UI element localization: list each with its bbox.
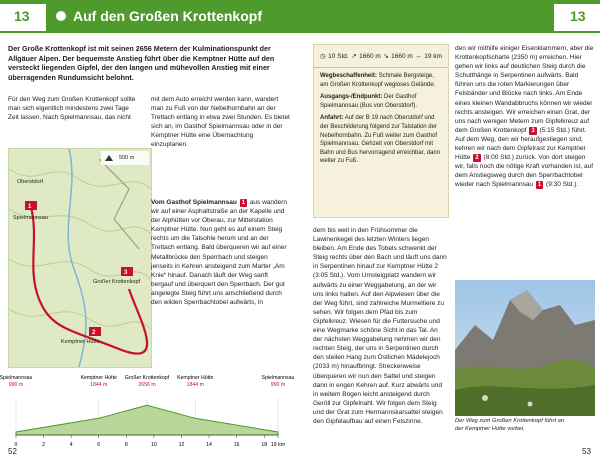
distance-value: 19 km xyxy=(424,52,442,60)
route-ascent-text: den wir mithilfe einiger Eisenklammern, aber die Krottenkopfscharte (2350 m) erreichen. Hier gehen wir links auf deutlichen Steig durch die Schutthänge in Serpentinen aufwärts. Bald führen uns die roten Markierungen über Felsbänder und Blöcke nach links. Am Ende eines kleinen Wandabbruchs können wir wieder rechts ansteigen. Wir erreichen einen Grat, der uns nach wenigen Metern zum Gipfelkreuz auf dem Großen Krottenkopf xyxy=(455,45,594,134)
profile-point-name: Spielmannsau xyxy=(261,375,295,381)
route-map xyxy=(8,148,152,368)
body-text-left-col1: Für den Weg zum Großen Krottenkopf sollte man sich eigentlich mindestens zwei Tage Zeit lassen. Nach Spielmannsau, das nicht xyxy=(8,96,136,122)
page-number-right: 53 xyxy=(582,447,591,456)
svg-text:1: 1 xyxy=(28,204,32,210)
route-end-text: (9:30 Std.). xyxy=(546,181,579,189)
profile-tick-label: 4 xyxy=(69,442,73,448)
profile-point-elevation: 990 m xyxy=(270,382,286,388)
distance-icon: ↔ xyxy=(415,52,422,60)
map-label-village: Oberstdorf xyxy=(17,179,43,185)
chapter-number-right: 13 xyxy=(570,8,586,24)
profile-point-elevation: 2656 m xyxy=(138,382,156,388)
profile-point-name: Großer Krottenkopf xyxy=(124,375,170,381)
hut-badge-1: 1 xyxy=(241,200,245,206)
elevation-profile-svg xyxy=(0,373,295,453)
map-label-hut: Kemptner Hütte xyxy=(61,339,100,345)
route-return-text: (5:15 Std.) führt. Auf dem Weg, den wir heraufgestiegen sind, kehren wir nach dem Gipfelrast zur Kemptner Hütte xyxy=(455,126,587,162)
profile-tick-label: 8 xyxy=(124,442,128,448)
descent-value: 1660 m xyxy=(391,52,413,60)
profile-tick-label: 2 xyxy=(42,442,46,448)
chapter-number-left: 13 xyxy=(14,8,30,24)
profile-tick-label: 16 xyxy=(233,442,240,448)
photo-caption: Der Weg zum Großen Krottenkopf führt an der Kemptner Hütte vorbei. xyxy=(455,418,565,432)
body-text-left-col2: mit dem Auto erreicht werden kann, wandert man zu Fuß von der Nebelhornbahn an der Trettach entlang in etwa zwei Stunden. Es bietet sich an, im Gasthof Spielmannsau oder in der Kemptner Hütte eine Übernachtung einzuplanen. xyxy=(151,96,290,149)
info-start-text: Der Gasthof Spielmannsau (Bus von Oberstdorf). xyxy=(320,94,418,109)
mountain-photo xyxy=(455,280,595,416)
tour-info-box xyxy=(313,44,449,218)
profile-tick-label: 0 xyxy=(14,442,18,448)
ascent-value: 1660 m xyxy=(359,52,381,60)
profile-point-name: Kemptner Hütte xyxy=(177,375,214,381)
info-trail-label: Wegbeschaffenheit: xyxy=(320,73,377,79)
body-text-left-col3 xyxy=(151,198,291,307)
profile-tick-label: 14 xyxy=(206,442,212,448)
info-access-label: Anfahrt: xyxy=(320,115,344,122)
profile-area xyxy=(16,405,278,435)
chapter-header-bar xyxy=(0,0,600,33)
page-number-left: 52 xyxy=(8,447,17,456)
tour-stats-bar xyxy=(314,45,448,68)
intro-paragraph: Der Große Krottenkopf ist mit seinen 2656 Metern der Kulminationspunkt der Allgäuer Alpen. Der bequemste Anstieg führt über die Kemptner Hütte auf den versteckt liegenden Gipfel, der den langen und mühevollen Anstieg mit einer überragenden Rundumsicht belohnt. xyxy=(8,44,275,82)
profile-point-name: Spielmannsau xyxy=(0,375,33,381)
info-access xyxy=(320,114,442,166)
clock-icon: ◷ xyxy=(320,53,326,60)
route-start-heading: Vom Gasthof Spielmannsau xyxy=(151,199,237,206)
profile-point-elevation: 1844 m xyxy=(186,382,204,388)
body-text-right-col2 xyxy=(455,44,595,190)
mountain-photo-svg xyxy=(455,280,595,416)
profile-tick-label: 10 xyxy=(151,442,157,448)
svg-text:3: 3 xyxy=(124,270,128,276)
hut-badge-1b: 1 xyxy=(537,182,542,189)
ascent-icon: ↗ xyxy=(351,53,357,60)
info-access-text: Auf der B 19 nach Oberstdorf und der Beschilderung folgend zur Talstation der Nebelhornbahn. Zu Fuß weiter zum Gasthof Spielmannsau. Gehzeit von Oberstdorf mit Bahn und Bus hervorragend erreichbar, dann weiter zu Fuß. xyxy=(320,115,441,165)
info-trail-text: Schmale Bergsteige, am Großen Krottenkopf wegloses Gelände. xyxy=(320,73,436,88)
info-trail xyxy=(320,72,442,89)
chapter-title-text: Auf den Großen Krottenkopf xyxy=(73,8,262,24)
map-scale: 500 m xyxy=(119,155,135,161)
profile-tick-label: 19 km xyxy=(270,442,286,448)
svg-text:2: 2 xyxy=(92,330,96,336)
page-gutter xyxy=(299,33,301,462)
chapter-title xyxy=(56,8,262,24)
profile-tick-label: 18 xyxy=(261,442,268,448)
elevation-profile xyxy=(0,373,295,453)
profile-tick-label: 6 xyxy=(97,442,101,448)
info-start xyxy=(320,93,442,110)
difficulty-dot-icon xyxy=(56,11,66,21)
profile-tick-label: 12 xyxy=(178,442,185,448)
profile-point-elevation: 990 m xyxy=(8,382,24,388)
route-descent-text: (8:00 Std.) zurück. Von dort steigen wir, falls noch die nötige Kraft vorhanden ist, auf dem Anstiegsweg durch den Sperrbachtobel wieder nach Spielmannsau xyxy=(455,154,594,189)
hut-badge-2: 2 xyxy=(475,155,479,162)
info-start-label: Ausgangs-/Endpunkt: xyxy=(320,94,383,101)
profile-point-name: Kemptner Hütte xyxy=(80,375,117,381)
hut-badge-3: 3 xyxy=(531,127,535,134)
map-label-start: Spielmannsau xyxy=(13,215,48,221)
tour-info-text xyxy=(314,68,448,170)
route-description: aus wandern wir auf einer Asphaltstraße an der Kapelle und der Alphütten vor Oberau, zur Mittelstation Kemptner Hütte. Nun geht es auf einem Steig rechts um die Talsohle herum und an der Trettach entlang. Bald überqueren wir auf einer Metallbrücke den Sperrbach und steigen jenseits in Kehren ansteigend zum Marter „Am Knie“ hinauf. Danach läuft der Weg sanft bergauf und überquert den Sperrbach. Der gut angelegte Steig führt uns anschließend durch den wilden Sperrbachtobel aufwärts, in xyxy=(151,199,288,307)
profile-point-elevation: 1844 m xyxy=(90,382,108,388)
body-text-right-col1: dem bis weit in den Frühsommer die Lawinenkegel des letzten Winters liegen bleiben. Am Ende des Tobels schwenkt der Steig rechts über den Bach und läuft uns dann in Serpentinen hinauf zur Kemptner Hütte 2 (3:05 Std.). Vom Umsteigplatz wandern wir aufwärts zu einer Weggabelung, an der wir uns links halten. Auf den Alpwiesen über die der Weg führt, sind zahlreiche Murmeltiere zu sehen. Wir folgen dem Pfad bis zum Gipfelkreuz. Wiesen für die Futtersuche und eine Wegmarke schöne Sicht in das Tal. An der nächsten Weggabelung nehmen wir den rechten Steig, der uns in Serpentinen durch den steilen Hang zum Östlichen Mädelejoch (2033 m) hinaufbringt. Streckenweise überqueren wir nun den Sattel und steigen dann in engen Kehren auf. Kurz abwärts und in weitem Bogen leicht ansteigend durch Geröll zur Gipfelnaht. Wir folgen dem Steig und der Grat zum Hermannskarsattel steigen den Gipfelaufbau auf einen Felszinne. xyxy=(313,227,447,425)
duration-value: 10 Std. xyxy=(328,52,349,60)
descent-icon: ↘ xyxy=(383,53,389,60)
map-label-summit: Großer Krottenkopf xyxy=(93,279,141,285)
